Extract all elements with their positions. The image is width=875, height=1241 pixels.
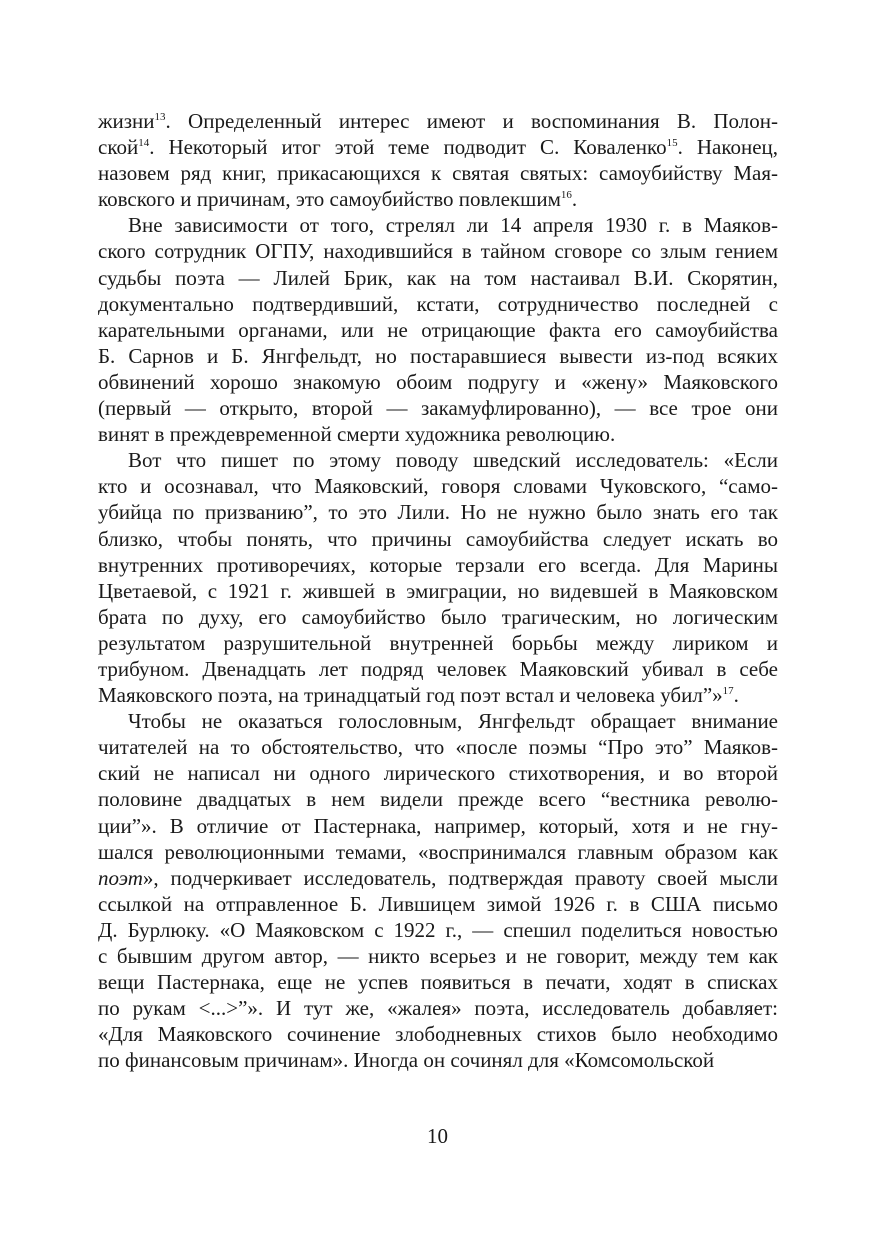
text-run: ской <box>98 135 139 160</box>
text-run: обвинений хорошо знакомую обоим подругу и «жену» Маяковского <box>98 369 778 394</box>
text-run: судьбы поэта — Лилей Брик, как на том настаивал В.И. Скорятин, <box>98 265 778 290</box>
text-line <box>98 552 778 578</box>
text-run: назовем ряд книг, прикасающихся к святая святых: самоубийству Мая- <box>98 161 778 186</box>
text-run: внутренних противоречиях, которые терзали его всегда. Для Марины <box>98 552 778 577</box>
text-line <box>98 813 778 839</box>
text-run: . <box>571 187 578 212</box>
text-line <box>98 526 778 552</box>
text-line <box>98 786 778 812</box>
text-line <box>98 995 778 1021</box>
text-line <box>98 421 778 447</box>
text-line <box>98 317 778 343</box>
text-line <box>98 734 778 760</box>
text-run: Цветаевой, с 1921 г. жившей в эмиграции, но видевшей в Маяковском <box>98 578 778 603</box>
text-line <box>98 630 778 656</box>
text-line <box>98 447 778 473</box>
footnote-marker: 16 <box>560 189 572 202</box>
text-run: Чтобы не оказаться голословным, Янгфельдт обращает внимание <box>128 709 778 734</box>
text-run: . Некоторый итог этой теме подводит С. Коваленко <box>149 135 667 160</box>
text-line <box>98 291 778 317</box>
footnote-marker: 17 <box>722 685 734 698</box>
text-run: ский не написал ни одного лирического стихотворения, и во второй <box>98 761 778 786</box>
text-run: читателей на то обстоятельство, что «после поэмы “Про это” Маяков- <box>98 735 778 760</box>
text-line <box>98 395 778 421</box>
page-number: 10 <box>427 1124 448 1148</box>
paragraph <box>98 108 778 212</box>
text-run: кто и осознавал, что Маяковский, говоря словами Чуковского, “само- <box>98 474 778 499</box>
text-line <box>98 760 778 786</box>
text-run: трибуном. Двенадцать лет подряд человек Маяковский убивал в себе <box>98 656 778 681</box>
text-run: «Для Маяковского сочинение злободневных стихов было необходимо <box>98 1022 778 1047</box>
text-line <box>98 369 778 395</box>
text-line <box>98 943 778 969</box>
text-run: половине двадцатых в нем видели прежде всего “вестника револю- <box>98 787 778 812</box>
text-run: . Наконец, <box>677 135 778 160</box>
text-run: убийца по призванию”, то это Лили. Но не нужно было знать его так <box>98 500 778 525</box>
text-run: результатом разрушительной внутренней борьбы между лириком и <box>98 630 778 655</box>
text-run: документально подтвердивший, кстати, сотрудничество последней с <box>98 291 778 316</box>
text-line <box>98 134 778 160</box>
text-line <box>98 917 778 943</box>
text-run: Б. Сарнов и Б. Янгфельдт, но постаравшиеся вывести из-под всяких <box>98 343 778 368</box>
text-run: (первый — открыто, второй — закамуфлированно), — все трое они <box>98 396 778 421</box>
text-run: Д. Бурлюку. «О Маяковском с 1922 г., — спешил поделиться новостью <box>98 917 778 942</box>
text-line <box>98 212 778 238</box>
text-line <box>98 969 778 995</box>
text-run: брата по духу, его самоубийство было трагическим, но логическим <box>98 604 778 629</box>
text-line <box>98 108 778 134</box>
text-line <box>98 160 778 186</box>
text-line <box>98 473 778 499</box>
text-run: по финансовым причинам». Иногда он сочинял для «Комсомольской <box>98 1048 715 1073</box>
text-line <box>98 604 778 630</box>
text-run: Маяковского поэта, на тринадцатый год поэт встал и человека убил”» <box>98 683 723 708</box>
page-body <box>98 108 778 1073</box>
text-run: винят в преждевременной смерти художника революцию. <box>98 422 616 447</box>
footnote-marker: 15 <box>666 137 678 150</box>
text-run: . Определенный интерес имеют и воспоминания В. Полон- <box>165 109 778 133</box>
text-line <box>98 865 778 891</box>
paragraph <box>98 708 778 1073</box>
paragraph <box>98 447 778 708</box>
text-run: ского сотрудник ОГПУ, находившийся в тайном сговоре со злым гением <box>98 239 778 264</box>
footnote-marker: 13 <box>154 111 166 123</box>
footnote-marker: 14 <box>138 137 150 150</box>
text-run: жизни <box>98 109 155 133</box>
text-run: по рукам <...>”». И тут же, «жалея» поэта, исследователь добавляет: <box>98 996 778 1021</box>
paragraph <box>98 212 778 447</box>
text-line <box>98 499 778 525</box>
text-line <box>98 708 778 734</box>
text-line <box>98 656 778 682</box>
text-run: Вне зависимости от того, стрелял ли 14 апреля 1930 г. в Маяков- <box>128 213 778 238</box>
text-line <box>98 578 778 604</box>
text-run: с бывшим другом автор, — никто всерьез и не говорит, между тем как <box>98 944 778 968</box>
text-run: ссылкой на отправленное Б. Лившицем зимой 1926 г. в США письмо <box>98 891 778 916</box>
text-line <box>98 343 778 369</box>
text-run: ции”». В отличие от Пастернака, например, который, хотя и не гну- <box>98 813 778 838</box>
text-run: Вот что пишет по этому поводу шведский исследователь: «Если <box>128 448 778 473</box>
text-line <box>98 1047 778 1073</box>
text-run: », подчеркивает исследователь, подтверждая правоту своей мысли <box>142 865 778 890</box>
emphasis-text: поэт <box>98 865 143 890</box>
text-line <box>98 1021 778 1047</box>
text-run: вещи Пастернака, еще не успев появиться в печати, ходят в списках <box>98 970 778 995</box>
text-line <box>98 186 778 212</box>
text-run: близко, чтобы понять, что причины самоубийства следует искать во <box>98 526 778 551</box>
text-run: . <box>733 683 739 708</box>
text-line <box>98 265 778 291</box>
text-run: шался революционными темами, «воспринимался главным образом как <box>98 839 778 864</box>
text-line <box>98 891 778 917</box>
text-line <box>98 839 778 865</box>
text-run: ковского и причинам, это самоубийство повлекшим <box>98 187 561 212</box>
text-run: карательными органами, или не отрицающие факта его самоубийства <box>98 317 778 342</box>
text-line <box>98 682 778 708</box>
text-line <box>98 238 778 264</box>
